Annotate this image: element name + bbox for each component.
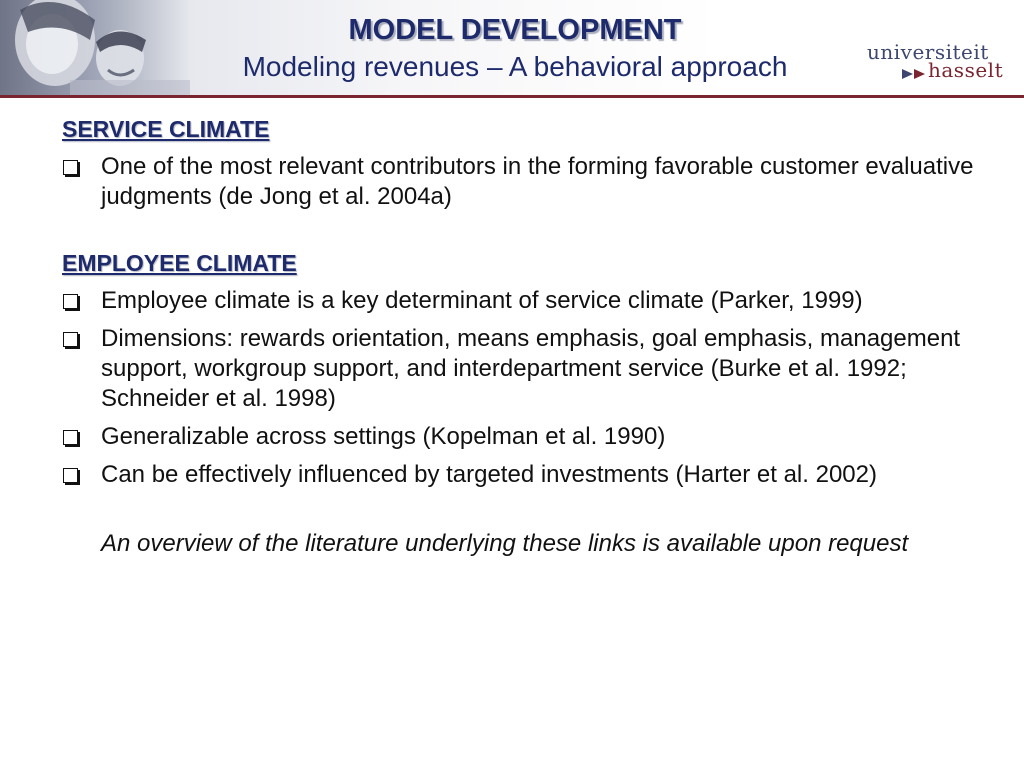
checkbox-bullet-icon: [63, 468, 78, 483]
bullet-text: One of the most relevant contributors in the forming favorable customer evaluative judgments (de Jong et al. 2004a): [101, 153, 974, 210]
bullet-text: Dimensions: rewards orientation, means emphasis, goal emphasis, management support, workgroup support, and interdepartment service (Burke et al. 1992; Schneider et al. 1998): [101, 325, 961, 412]
service-climate-bullets: [62, 152, 982, 212]
slide-content: [62, 114, 982, 559]
university-logo: [862, 36, 1022, 86]
logo-arrows-icon: [902, 68, 928, 80]
employee-climate-bullets: [62, 286, 982, 490]
list-item: [62, 324, 982, 414]
title-block: [150, 12, 880, 86]
list-item: [62, 422, 982, 452]
list-item: [62, 286, 982, 316]
logo-line1: universiteit: [867, 40, 989, 64]
bullet-text: Can be effectively influenced by targeted investments (Harter et al. 2002): [101, 461, 877, 488]
bullet-text: Employee climate is a key determinant of service climate (Parker, 1999): [101, 287, 863, 314]
checkbox-bullet-icon: [63, 332, 78, 347]
list-item: [62, 460, 982, 490]
slide-title: MODEL DEVELOPMENT: [348, 14, 682, 46]
list-item: [62, 152, 982, 212]
section-heading-service-climate: SERVICE CLIMATE: [62, 116, 270, 142]
checkbox-bullet-icon: [63, 160, 78, 175]
slide-subtitle: Modeling revenues – A behavioral approach: [242, 51, 788, 82]
slide-header: [0, 0, 1024, 96]
literature-note: An overview of the literature underlying these links is available upon request: [101, 530, 909, 557]
checkbox-bullet-icon: [63, 430, 78, 445]
checkbox-bullet-icon: [63, 294, 78, 309]
header-divider: [0, 95, 1024, 98]
logo-line2: hasselt: [928, 58, 1004, 82]
bullet-text: Generalizable across settings (Kopelman et al. 1990): [101, 423, 666, 450]
section-heading-employee-climate: EMPLOYEE CLIMATE: [62, 250, 297, 276]
